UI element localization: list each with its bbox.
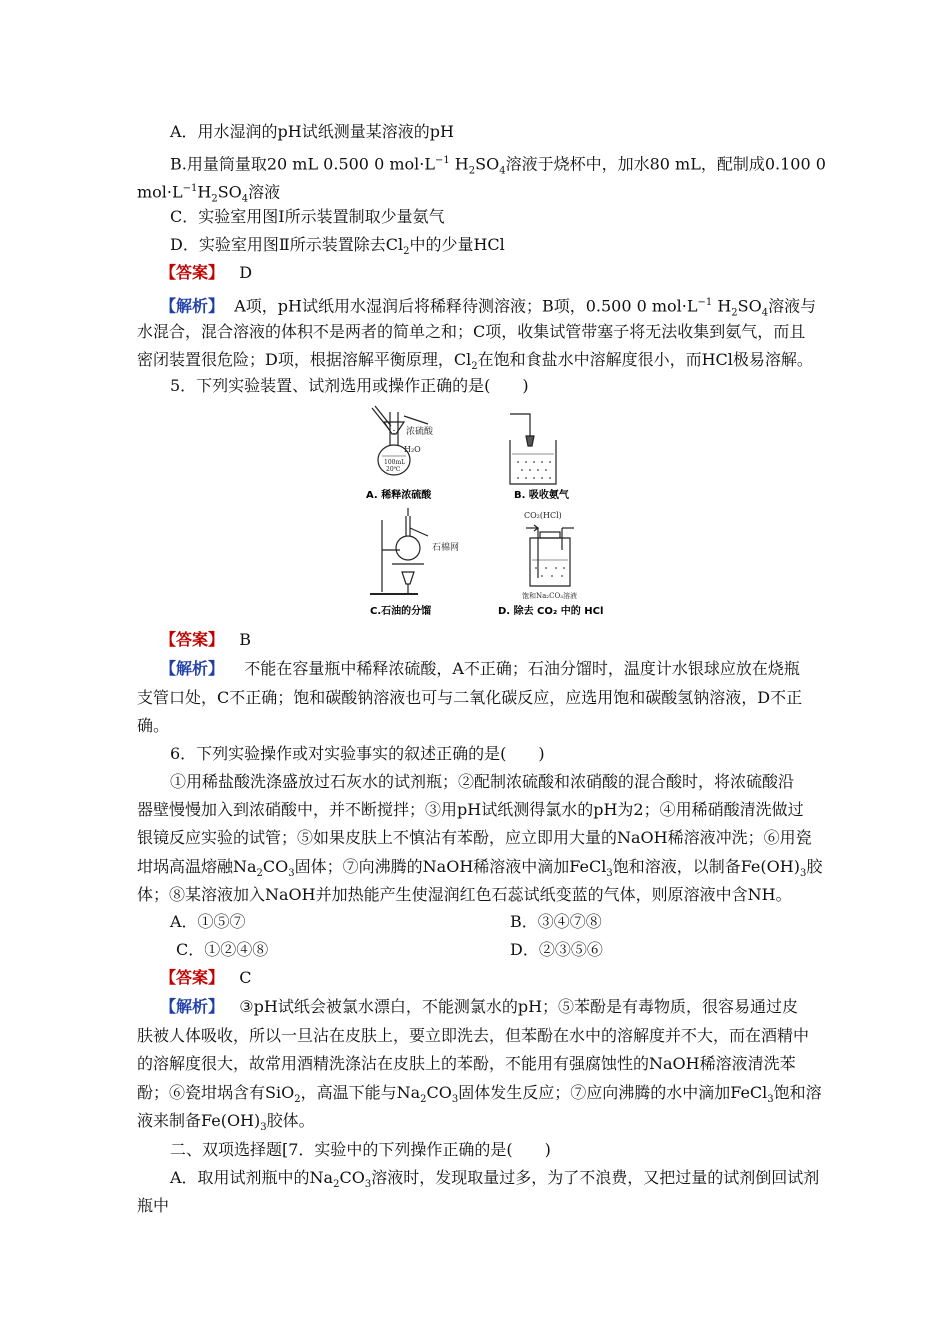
label-20c: 20℃	[386, 466, 401, 473]
q5-analysis-line3: 确。	[137, 716, 170, 735]
q6-body-line3: 银镜反应实验的试管；⑤如果皮肤上不慎沾有苯酚，应立即用大量的NaOH稀溶液冲洗；⑥用瓷	[137, 828, 812, 847]
bottle-liquid-dots	[535, 567, 565, 577]
answer-label: 【答案】	[160, 630, 225, 649]
q6-analysis-line5: 液来制备$Fe(OH)_3$胶体。	[137, 1111, 315, 1134]
apparatus-d	[526, 525, 574, 586]
q6-analysis-line1: 【解析】 ③pH试纸会被氯水漂白，不能测氯水的pH；⑤苯酚是有毒物质，很容易通过皮	[160, 997, 799, 1016]
label-conc-sulfuric: 浓硫酸	[406, 427, 434, 437]
label-sat-na2co3: 饱和Na₂CO₃溶液	[522, 592, 578, 600]
q6-option-b: B．③④⑦⑧	[510, 912, 602, 931]
q6-analysis-line3: 的溶解度很大，故常用酒精洗涤沾在皮肤上的苯酚，不能用有强腐蚀性的NaOH稀溶液清洗苯	[137, 1054, 796, 1073]
apparatus-c	[370, 508, 428, 594]
q6-analysis-line2: 肤被人体吸收，所以一旦沾在皮肤上，要立即洗去，但苯酚在水中的溶解度并不大，而在酒精中	[137, 1026, 810, 1045]
q4-option-b-line1: B.用量筒量取20 mL 0.500 0 $mol\cdot L^{-1}$ $H_2SO_4$溶液于烧杯中，加水80 mL，配制成0.100 0	[170, 154, 826, 177]
caption-d: D. 除去 CO₂ 中的 HCl	[498, 606, 604, 617]
q4-option-a: A．用水湿润的pH试纸测量某溶液的pH	[170, 122, 454, 141]
q6-body-line1: ①用稀盐酸洗涤盛放过石灰水的试剂瓶；②配制浓硫酸和浓硝酸的混合酸时，将浓硫酸沿	[170, 772, 795, 791]
q6-options-row2	[176, 936, 856, 964]
q6-body-line5: 体；⑧某溶液加入NaOH并加热能产生使湿润红色石蕊试纸变蓝的气体，则原溶液中含NH。	[137, 885, 792, 904]
answer-label: 【答案】	[160, 968, 225, 987]
label-asbestos-gauze: 石棉网	[432, 543, 460, 553]
q5-analysis-line1: 【解析】 不能在容量瓶中稀释浓硫酸，A不正确；石油分馏时，温度计水银球应放在烧瓶	[160, 659, 800, 678]
q7-stem: 二、双项选择题[7．实验中的下列操作正确的是( )	[170, 1140, 551, 1159]
label-co2-hcl: CO₂(HCl)	[524, 511, 562, 520]
q6-option-a: A．①⑤⑦	[170, 912, 246, 931]
q5-stem: 5．下列实验装置、试剂选用或操作正确的是( )	[170, 376, 529, 395]
q7-option-a-line2: 瓶中	[137, 1196, 170, 1215]
q4-analysis-line1: 【解析】 A项，pH试纸用水湿润后将稀释待测溶液；B项，0.500 0 $mol\cdot L^{-1}$ $H_2SO_4$溶液与	[160, 296, 817, 319]
q4-option-c: C．实验室用图Ⅰ所示装置制取少量氨气	[170, 207, 445, 226]
q4-option-d: D．实验室用图Ⅱ所示装置除去$Cl_2$中的少量HCl	[170, 235, 505, 258]
q5-apparatus-figure	[362, 400, 624, 622]
label-water: H₂O	[404, 445, 421, 454]
q6-stem: 6．下列实验操作或对实验事实的叙述正确的是( )	[170, 744, 545, 763]
q6-option-c: C．①②④⑧	[176, 940, 269, 959]
q6-option-d: D．②③⑤⑥	[510, 940, 603, 959]
analysis-label: 【解析】	[160, 997, 225, 1016]
q4-analysis-line3: 密闭装置很危险；D项，根据溶解平衡原理，$Cl_2$在饱和食盐水中溶解度很小，而HCl极易溶解。	[137, 350, 813, 373]
caption-b: B. 吸收氨气	[514, 490, 569, 501]
analysis-label: 【解析】	[160, 296, 225, 316]
caption-c: C.石油的分馏	[370, 606, 432, 617]
q4-option-b-line2: $mol\cdot L^{-1}H_2SO_4$溶液	[137, 182, 281, 205]
beaker-liquid-dots	[517, 461, 551, 479]
q6-analysis-line4: 酚；⑥瓷坩埚含有SiO$_2$，高温下能与$Na_2CO_3$固体发生反应；⑦应向沸腾的水中滴加FeCl$_3$饱和溶	[137, 1083, 822, 1106]
q5-answer: 【答案】 B	[160, 630, 252, 649]
q5-analysis-line2: 支管口处，C不正确；饱和碳酸钠溶液也可与二氧化碳反应，应选用饱和碳酸氢钠溶液，D不正	[137, 688, 803, 707]
answer-label: 【答案】	[160, 263, 225, 282]
q6-body-line4: 坩埚高温熔融$Na_2CO_3$固体；⑦向沸腾的NaOH稀溶液中滴加FeCl$_3$饱和溶液，以制备$Fe(OH)_3$胶	[137, 857, 823, 880]
analysis-label: 【解析】	[160, 659, 225, 678]
q6-answer: 【答案】 C	[160, 968, 252, 987]
q6-body-line2: 器壁慢慢加入到浓硝酸中，并不断搅拌；③用pH试纸测得氯水的pH为2；④用稀硝酸清洗做过	[137, 800, 804, 819]
q4-answer: 【答案】 D	[160, 263, 253, 282]
q4-analysis-line2: 水混合，混合溶液的体积不是两者的简单之和；C项，收集试管带塞子将无法收集到氨气，而且	[137, 322, 806, 341]
q6-options-row1	[170, 908, 850, 936]
apparatus-b	[510, 414, 556, 484]
label-100ml: 100mL	[384, 459, 406, 466]
q7-option-a-line1: A．取用试剂瓶中的$Na_2CO_3$溶液时，发现取量过多，为了不浪费，又把过量的试剂倒回试剂	[170, 1168, 820, 1191]
caption-a: A. 稀释浓硫酸	[366, 490, 432, 501]
